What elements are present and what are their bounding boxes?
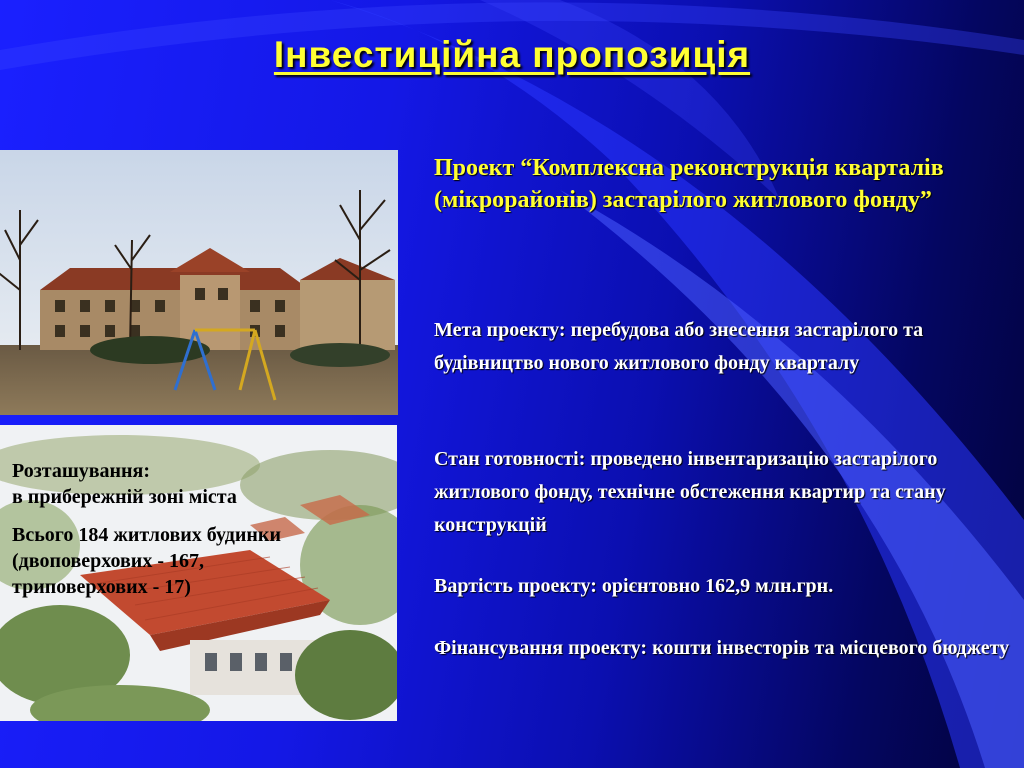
location-label: Розташування: <box>12 460 151 482</box>
building-photo <box>0 150 398 415</box>
location-info <box>12 458 342 612</box>
project-goal: Мета проекту: перебудова або знесення застарілого та будівництво нового житлового фонду кварталу <box>434 319 924 374</box>
buildings-count: Всього 184 житлових будинки (двоповерхових - 167, триповерхових - 17) <box>12 524 281 598</box>
project-title: Проект “Комплексна реконструкція кварталів (мікрорайонів) застарілого житлового фонду” <box>434 155 944 213</box>
project-cost: Вартість проекту: орієнтовно 162,9 млн.грн. <box>434 575 834 597</box>
project-financing: Фінансування проекту: кошти інвесторів та місцевого бюджету <box>434 637 1010 659</box>
slide-title: Інвестиційна пропозиція <box>273 34 751 75</box>
project-readiness: Стан готовності: проведено інвентаризацію застарілого житлового фонду, технічне обстеження квартир та стану конструкцій <box>434 448 946 536</box>
location-value: в прибережній зоні міста <box>12 486 237 508</box>
